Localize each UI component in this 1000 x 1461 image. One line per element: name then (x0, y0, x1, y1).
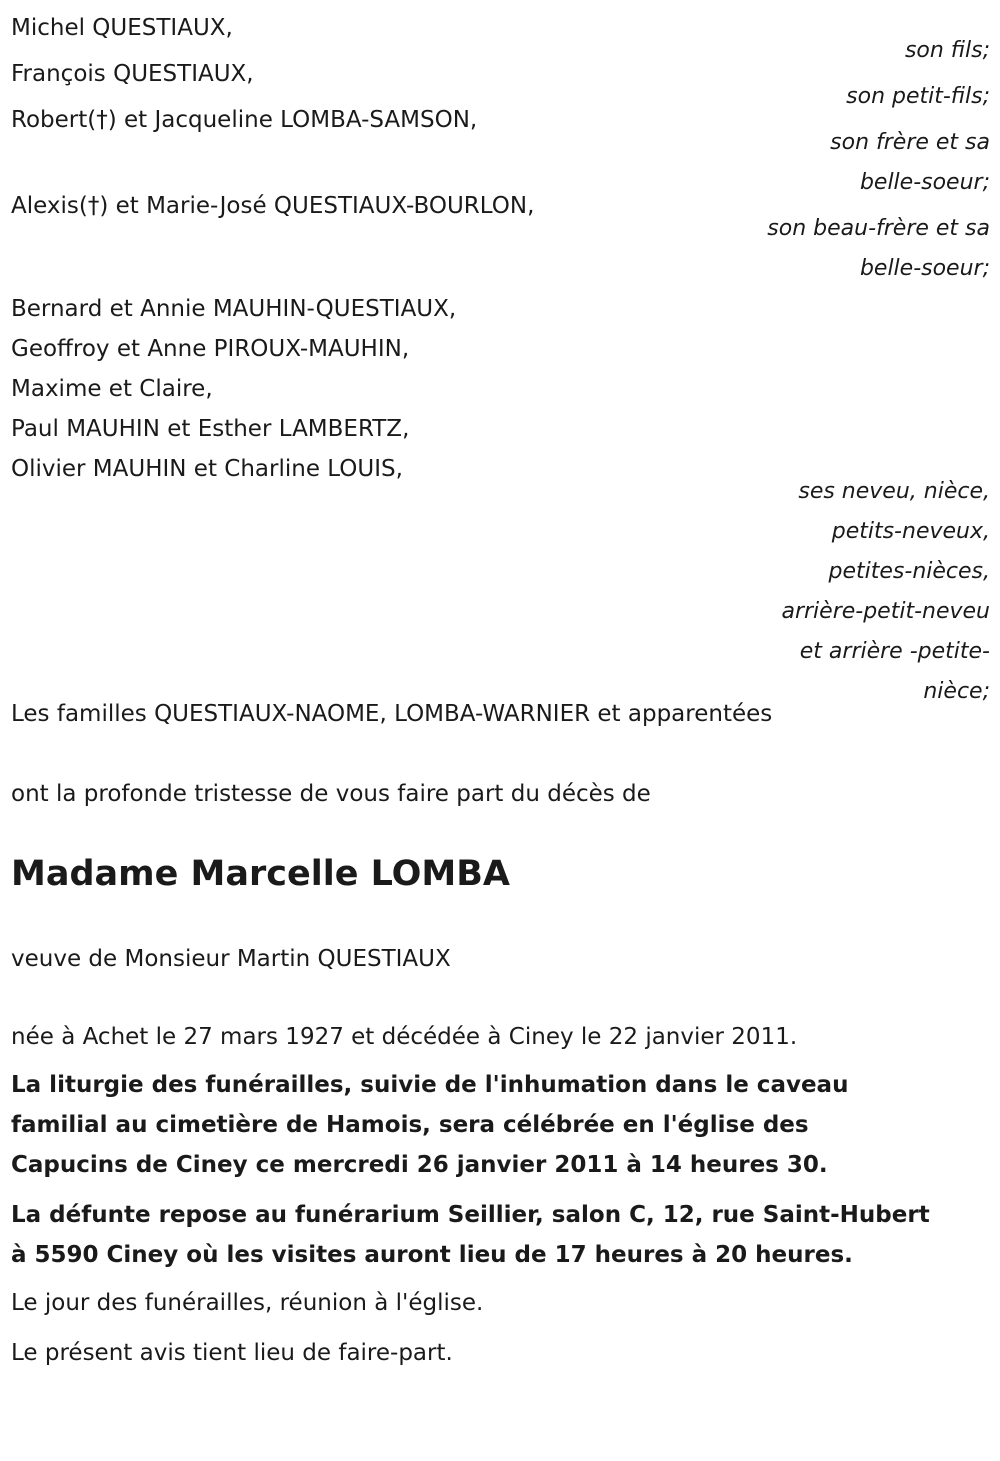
relation-line: son beau-frère et sa (767, 216, 990, 241)
meeting-text: Le jour des funérailles, réunion à l'église. (11, 1290, 484, 1316)
funeral-line: familial au cimetière de Hamois, sera célébrée en l'église des (11, 1112, 809, 1138)
funeral-line: Capucins de Ciney ce mercredi 26 janvier 2011 à 14 heures 30. (11, 1152, 828, 1178)
widow-of-text: veuve de Monsieur Martin QUESTIAUX (11, 946, 451, 972)
family-name-line: Geoffroy et Anne PIROUX-MAUHIN, (11, 336, 410, 362)
relation-line: son fils; (904, 38, 990, 63)
family-name-line: Bernard et Annie MAUHIN-QUESTIAUX, (11, 296, 457, 322)
family-relation (11, 472, 990, 712)
funeral-line: La liturgie des funérailles, suivie de l'inhumation dans le caveau (11, 1072, 849, 1098)
birth-death-text: née à Achet le 27 mars 1927 et décédée à Ciney le 22 janvier 2011. (11, 1024, 798, 1050)
family-block (11, 186, 990, 289)
relation-line: ses neveu, nièce, (798, 479, 990, 504)
family-name-line: Robert(†) et Jacqueline LOMBA-SAMSON, (11, 107, 478, 133)
visitation-details (11, 1195, 990, 1275)
relation-line: belle-soeur; (859, 256, 990, 281)
announcement-text: ont la profonde tristesse de vous faire part du décès de (11, 781, 651, 807)
relation-line: nièce; (923, 679, 990, 704)
family-name-line: Michel QUESTIAUX, (11, 15, 233, 41)
relation-line: son petit-fils; (846, 84, 990, 109)
relation-line: petites-nièces, (828, 559, 990, 584)
family-name-line: Maxime et Claire, (11, 376, 213, 402)
visitation-line: La défunte repose au funérarium Seillier, salon C, 12, rue Saint-Hubert (11, 1202, 930, 1228)
notice-text: Le présent avis tient lieu de faire-part. (11, 1340, 453, 1366)
relation-line: petits-neveux, (831, 519, 990, 544)
relation-line: belle-soeur; (859, 170, 990, 195)
visitation-line: à 5590 Ciney où les visites auront lieu de 17 heures à 20 heures. (11, 1242, 853, 1268)
family-name-line: Olivier MAUHIN et Charline LOUIS, (11, 456, 403, 482)
family-name-line: Paul MAUHIN et Esther LAMBERTZ, (11, 416, 410, 442)
family-names (11, 289, 990, 489)
relation-line: et arrière -petite- (799, 639, 990, 664)
funeral-details (11, 1065, 990, 1185)
family-name-line: Alexis(†) et Marie-José QUESTIAUX-BOURLON, (11, 193, 535, 219)
other-families: Les familles QUESTIAUX-NAOME, LOMBA-WARNIER et apparentées (11, 701, 773, 727)
family-name-line: François QUESTIAUX, (11, 61, 254, 87)
deceased-name: Madame Marcelle LOMBA (11, 854, 511, 894)
family-block (11, 289, 990, 712)
relation-line: arrière-petit-neveu (781, 599, 990, 624)
relation-line: son frère et sa (830, 130, 990, 155)
